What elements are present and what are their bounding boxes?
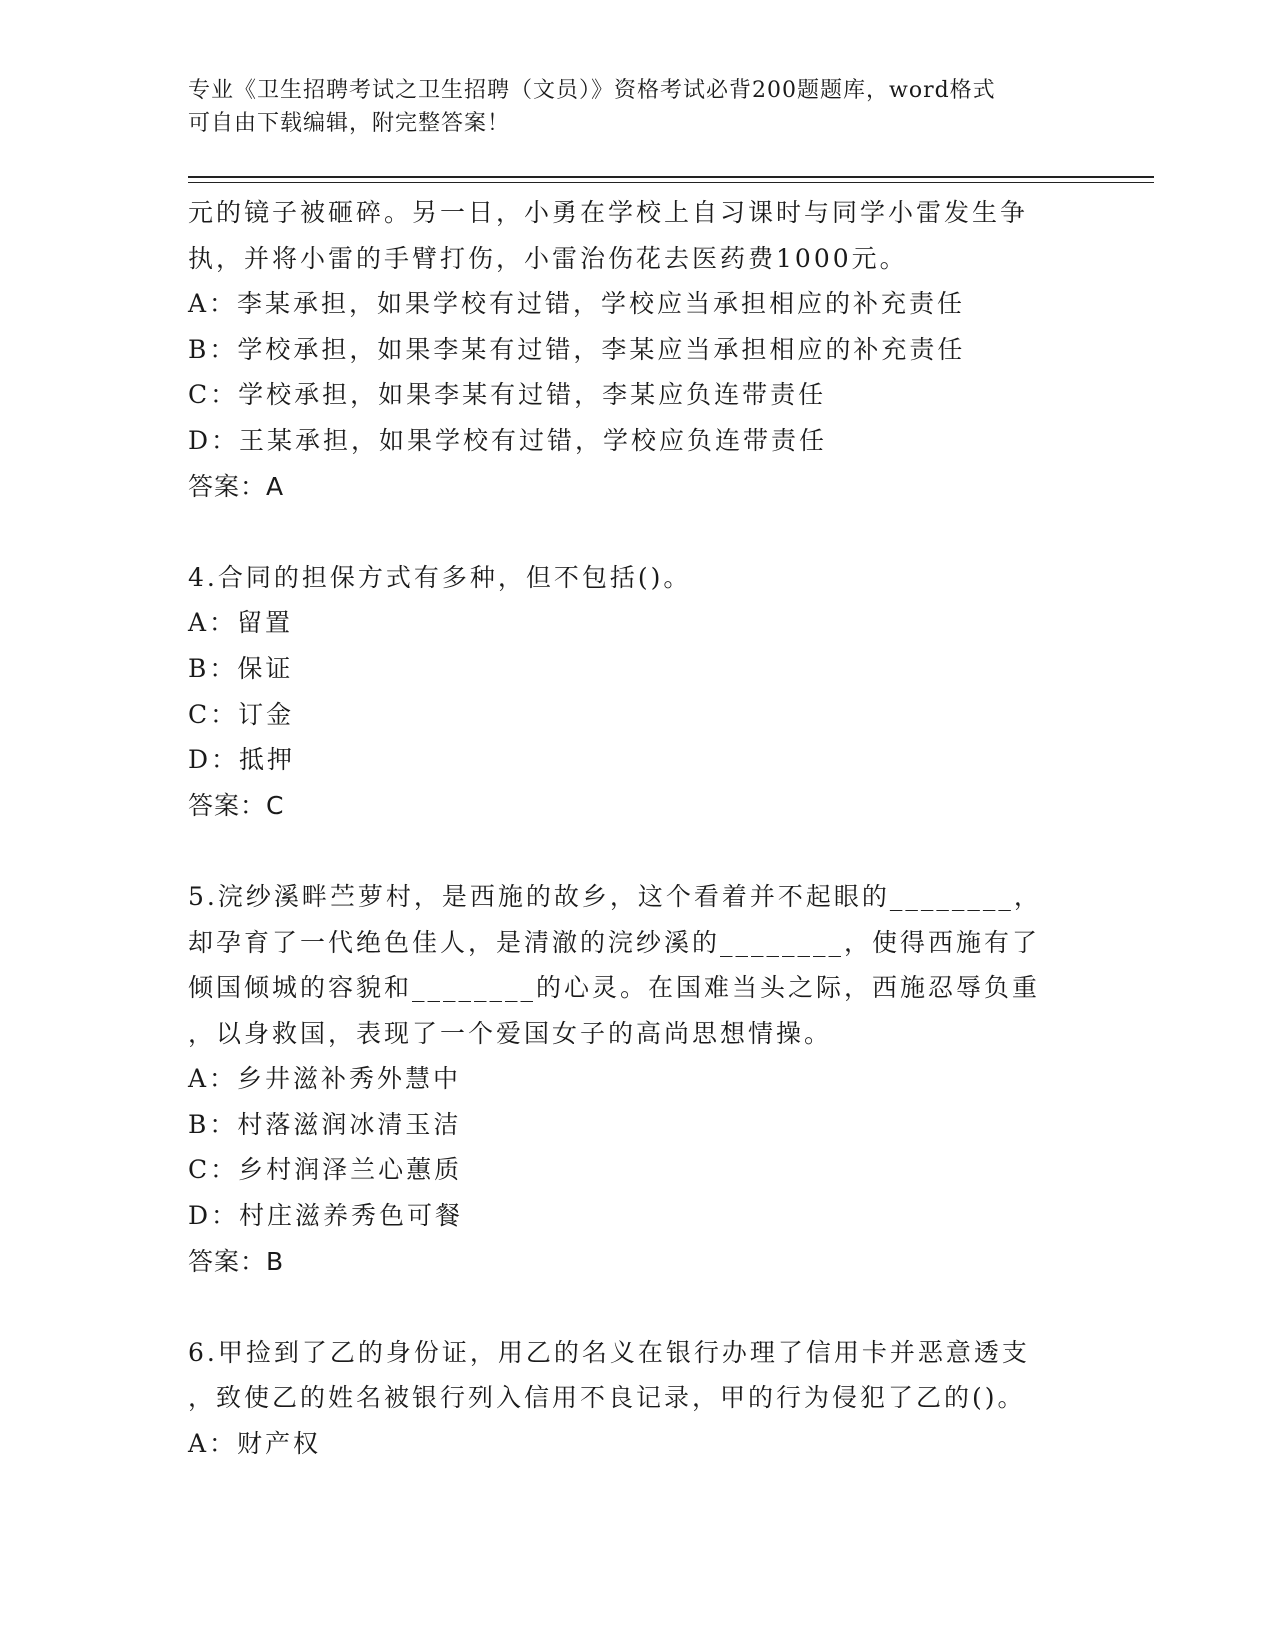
option-d: D：村庄滋养秀色可餐 [188, 1201, 464, 1231]
question-4 [188, 555, 1068, 829]
option-c: C：订金 [188, 699, 295, 729]
answer: 答案：B [188, 1246, 285, 1276]
spacer [188, 1284, 1068, 1330]
option-b: B：学校承担，如果李某有过错，李某应当承担相应的补充责任 [188, 334, 966, 364]
question-stem-line: 4.合同的担保方式有多种，但不包括()。 [188, 562, 692, 592]
question-stem-line: ，以身救国，表现了一个爱国女子的高尚思想情操。 [188, 1018, 833, 1048]
question-stem-line: ，致使乙的姓名被银行列入信用不良记录，甲的行为侵犯了乙的()。 [188, 1383, 1026, 1413]
question-stem-line: 执，并将小雷的手臂打伤，小雷治伤花去医药费1000元。 [188, 243, 908, 273]
question-stem-line: 元的镜子被砸碎。另一日，小勇在学校上自习课时与同学小雷发生争 [188, 198, 1029, 227]
option-c: C：学校承担，如果李某有过错，李某应负连带责任 [188, 380, 827, 410]
option-d: D：抵押 [188, 745, 296, 775]
document-header [188, 74, 1088, 140]
option-c: C：乡村润泽兰心蕙质 [188, 1155, 463, 1185]
header-title-line-2: 可自由下载编辑，附完整答案！ [188, 111, 511, 136]
option-a: A：乡井滋补秀外慧中 [188, 1064, 462, 1094]
header-divider-thick [188, 176, 1154, 178]
option-a: A：留置 [188, 608, 294, 638]
option-d: D：王某承担，如果学校有过错，学校应负连带责任 [188, 425, 828, 455]
question-6 [188, 1330, 1068, 1467]
option-a: A：财产权 [188, 1429, 322, 1459]
header-title-line-1: 专业《卫生招聘考试之卫生招聘（文员）》资格考试必背200题题库，word格式 [188, 78, 996, 103]
spacer [188, 828, 1068, 874]
option-b: B：保证 [188, 653, 294, 683]
question-5 [188, 874, 1068, 1284]
question-3 [188, 190, 1068, 509]
header-divider-thin [188, 182, 1154, 183]
answer: 答案：C [188, 790, 285, 820]
answer: 答案：A [188, 471, 285, 501]
option-a: A：李某承担，如果学校有过错，学校应当承担相应的补充责任 [188, 289, 966, 319]
question-stem-line: 5.浣纱溪畔苎萝村，是西施的故乡，这个看着并不起眼的________， [188, 881, 1042, 911]
question-stem-line: 倾国倾城的容貌和________的心灵。在国难当头之际，西施忍辱负重 [188, 973, 1041, 1003]
spacer [188, 509, 1068, 555]
option-b: B：村落滋润冰清玉洁 [188, 1109, 462, 1139]
question-stem-line: 却孕育了一代绝色佳人，是清澈的浣纱溪的________，使得西施有了 [188, 927, 1041, 957]
question-list [188, 190, 1068, 1467]
question-stem-line: 6.甲捡到了乙的身份证，用乙的名义在银行办理了信用卡并恶意透支 [188, 1337, 1030, 1367]
